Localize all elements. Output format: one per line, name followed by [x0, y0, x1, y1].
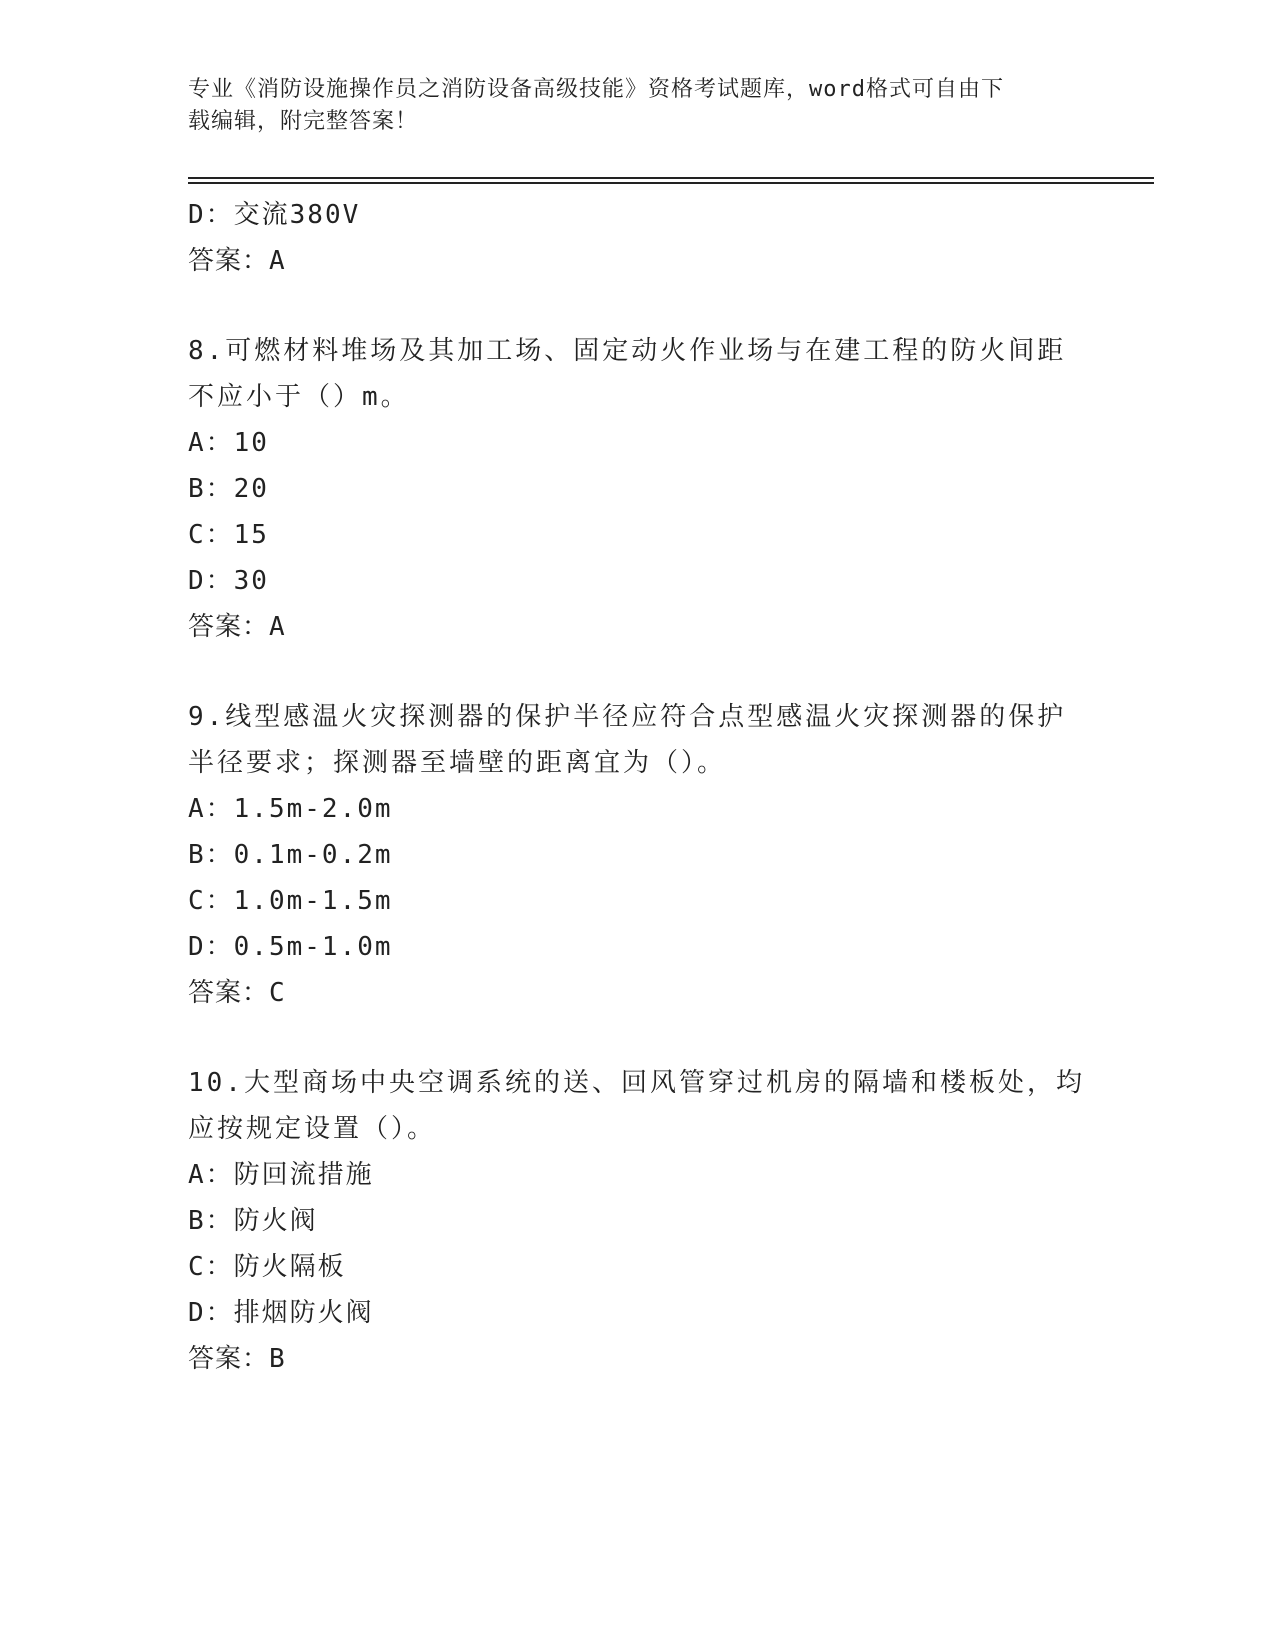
option-d: D：0.5m-1.0m — [188, 932, 393, 962]
answer-line: 答案：A — [188, 612, 286, 642]
question-text-line-1: 10.大型商场中央空调系统的送、回风管穿过机房的隔墙和楼板处，均 — [188, 1068, 1085, 1098]
question-text-line-1: 9.线型感温火灾探测器的保护半径应符合点型感温火灾探测器的保护 — [188, 702, 1067, 732]
option-a: A：防回流措施 — [188, 1160, 374, 1190]
spacer — [188, 284, 1088, 328]
question-text-line-2: 不应小于（）m。 — [188, 382, 410, 412]
option-c: C：防火隔板 — [188, 1252, 346, 1282]
question-text — [188, 328, 1088, 420]
option-b: B：20 — [188, 474, 269, 504]
option-a: A：10 — [188, 428, 269, 458]
question-text-line-1: 8.可燃材料堆场及其加工场、固定动火作业场与在建工程的防火间距 — [188, 336, 1067, 366]
option-d: D：排烟防火阀 — [188, 1298, 374, 1328]
option-b: B：防火阀 — [188, 1206, 318, 1236]
answer-line: 答案：B — [188, 1344, 286, 1374]
option-c: C：1.0m-1.5m — [188, 886, 393, 916]
question-text-line-2: 半径要求；探测器至墙壁的距离宜为（）。 — [188, 748, 727, 778]
spacer — [188, 650, 1088, 694]
option-d: D：交流380V — [188, 200, 361, 230]
question-content — [188, 192, 1088, 1382]
question-text — [188, 1060, 1088, 1152]
page-header — [188, 74, 1088, 138]
question-9 — [188, 694, 1088, 1016]
spacer — [188, 1016, 1088, 1060]
option-a: A：1.5m-2.0m — [188, 794, 393, 824]
header-divider-bottom — [188, 182, 1154, 184]
answer-line: 答案：C — [188, 978, 286, 1008]
question-text-line-2: 应按规定设置（）。 — [188, 1114, 437, 1144]
question-8 — [188, 328, 1088, 650]
option-c: C：15 — [188, 520, 269, 550]
header-line-1: 专业《消防设施操作员之消防设备高级技能》资格考试题库，word格式可自由下 — [188, 77, 1004, 102]
option-d: D：30 — [188, 566, 269, 596]
header-divider-top — [188, 177, 1154, 179]
answer-line: 答案：A — [188, 246, 286, 276]
previous-question-tail — [188, 192, 1088, 284]
option-b: B：0.1m-0.2m — [188, 840, 393, 870]
question-text — [188, 694, 1088, 786]
question-10 — [188, 1060, 1088, 1382]
header-line-2: 载编辑，附完整答案！ — [188, 109, 419, 134]
